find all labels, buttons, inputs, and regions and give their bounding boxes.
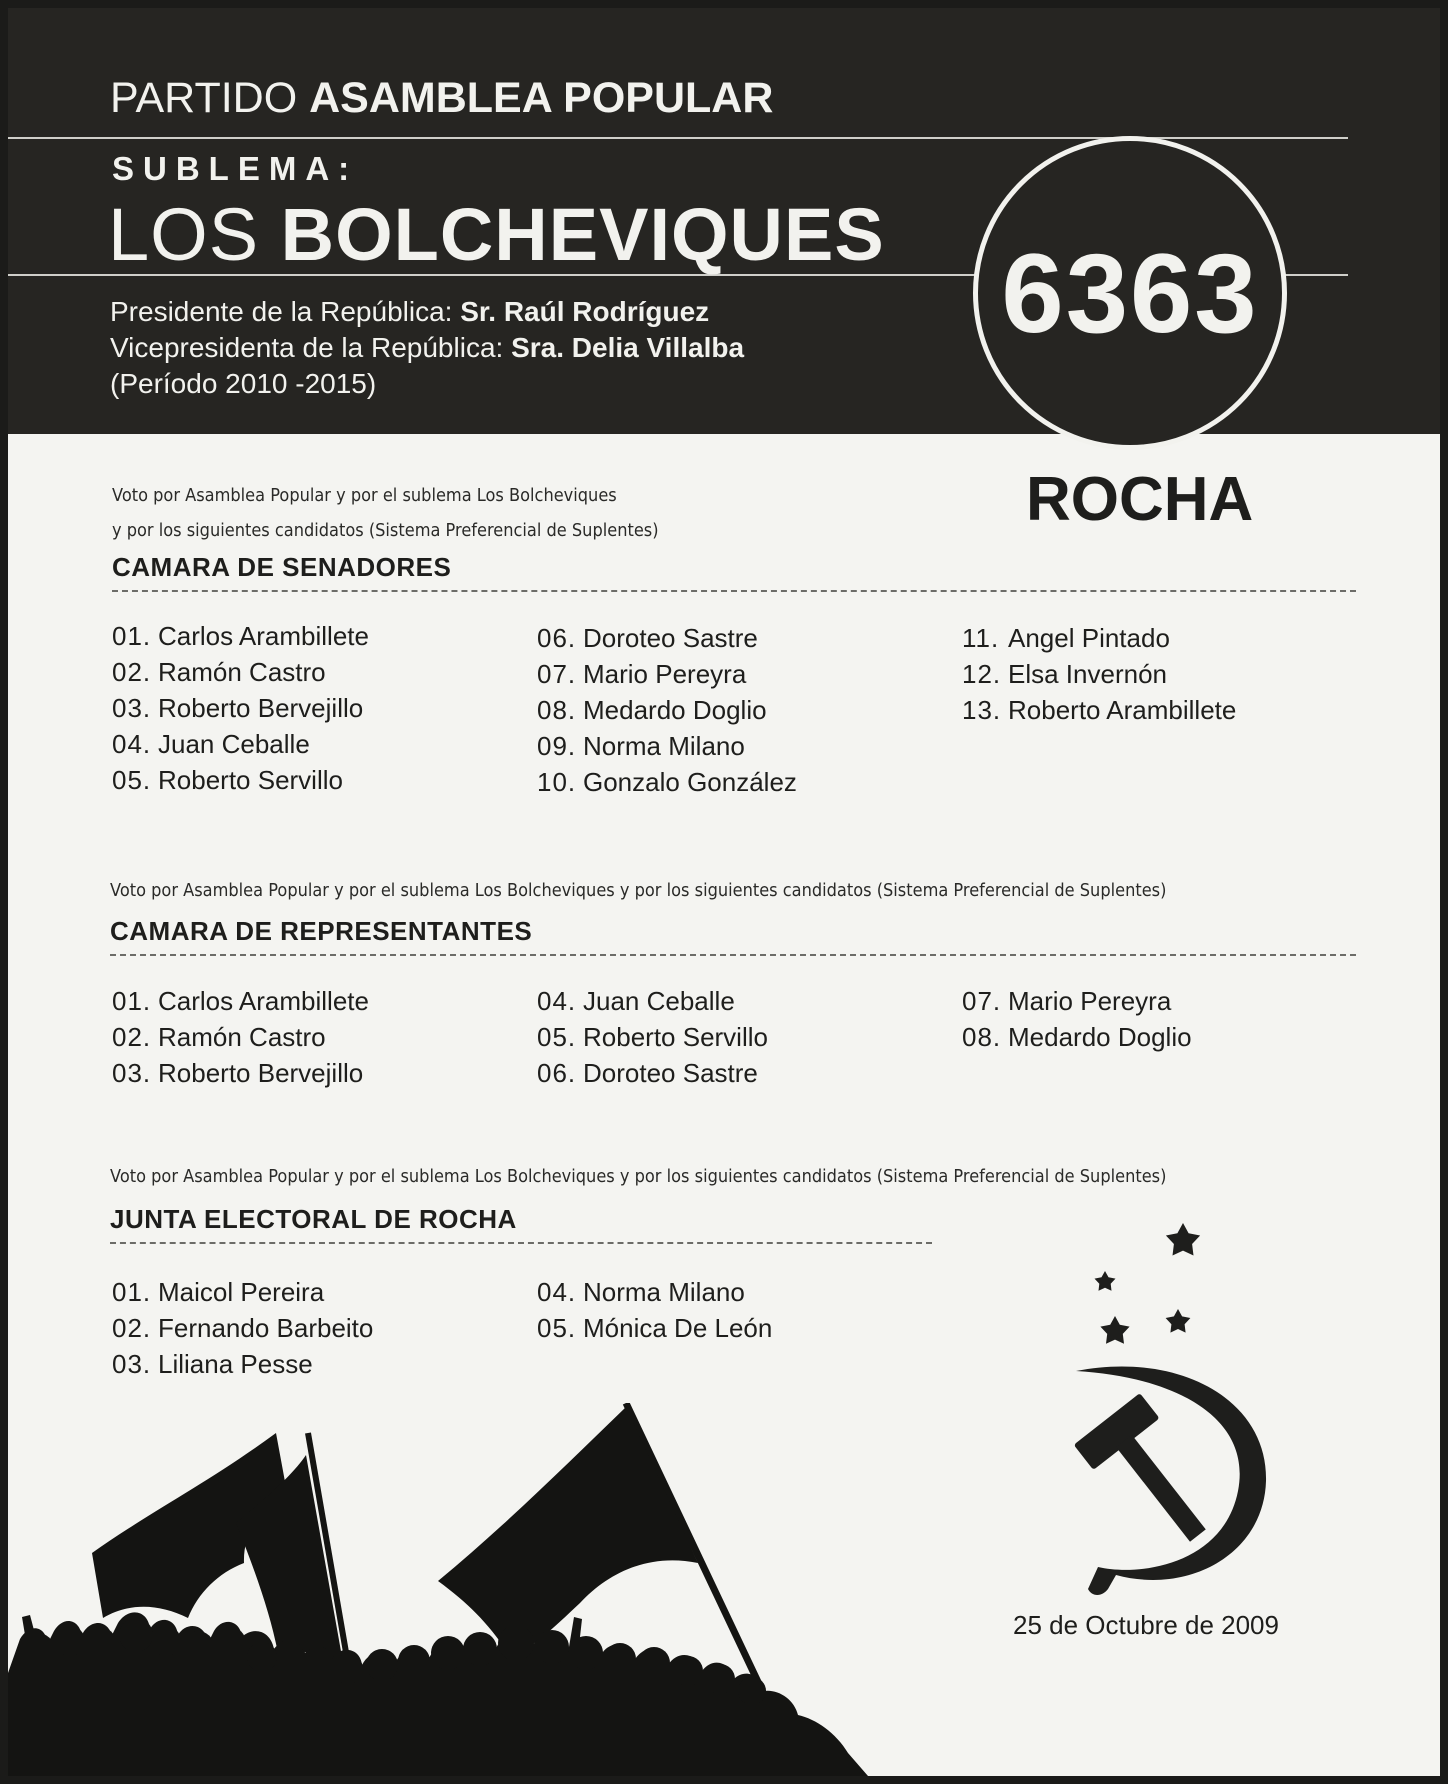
vice-name: Sra. Delia Villalba xyxy=(511,332,745,363)
junta-column-1 xyxy=(112,1274,373,1382)
candidate-name: Medardo Doglio xyxy=(583,695,767,725)
candidate-name: Mario Pereyra xyxy=(1008,986,1172,1016)
candidate-name: Liliana Pesse xyxy=(158,1349,313,1379)
candidate-number: 01. xyxy=(112,986,152,1016)
vice-label: Vicepresidenta de la República: xyxy=(110,332,504,363)
sickle-icon xyxy=(1076,1366,1266,1595)
candidate-name: Roberto Bervejillo xyxy=(158,1058,364,1088)
representantes-rule xyxy=(110,954,1356,956)
list-item xyxy=(962,656,1236,692)
list-item xyxy=(537,1274,772,1310)
candidate-number: 06. xyxy=(537,1058,577,1088)
star-icon xyxy=(1166,1223,1200,1256)
candidate-name: Roberto Servillo xyxy=(583,1022,768,1052)
list-item xyxy=(112,1274,373,1310)
candidate-number: 06. xyxy=(537,623,577,653)
candidate-number: 01. xyxy=(112,1277,152,1307)
candidate-number: 09. xyxy=(537,731,577,761)
candidate-number: 03. xyxy=(112,1349,152,1379)
list-item xyxy=(112,1346,373,1382)
list-item xyxy=(112,1310,373,1346)
candidate-name: Roberto Servillo xyxy=(158,765,343,795)
candidate-number: 05. xyxy=(537,1313,577,1343)
list-item xyxy=(112,1055,369,1091)
list-item xyxy=(112,762,369,798)
list-item xyxy=(962,692,1236,728)
president-label: Presidente de la República: xyxy=(110,296,453,327)
senadores-column-2 xyxy=(537,620,797,800)
list-item xyxy=(537,1019,768,1055)
candidate-number: 07. xyxy=(537,659,577,689)
sublema-name xyxy=(108,192,885,277)
candidate-name: Medardo Doglio xyxy=(1008,1022,1192,1052)
list-item xyxy=(112,726,369,762)
list-item xyxy=(537,692,797,728)
party-name xyxy=(110,74,773,123)
candidate-name: Fernando Barbeito xyxy=(158,1313,374,1343)
star-icon xyxy=(1100,1316,1129,1344)
candidate-name: Juan Ceballe xyxy=(583,986,735,1016)
candidate-name: Maicol Pereira xyxy=(158,1277,325,1307)
candidate-number: 11. xyxy=(962,623,1000,653)
representantes-column-1 xyxy=(112,983,369,1091)
candidate-name: Norma Milano xyxy=(583,1277,745,1307)
candidate-name: Angel Pintado xyxy=(1008,623,1170,653)
period-line: (Período 2010 -2015) xyxy=(110,368,377,399)
candidate-number: 08. xyxy=(962,1022,1002,1052)
list-item xyxy=(537,764,797,800)
sublema-prefix: LOS xyxy=(108,193,260,276)
sublema-name-bold: BOLCHEVIQUES xyxy=(280,193,885,276)
candidate-name: Ramón Castro xyxy=(158,1022,326,1052)
list-item xyxy=(112,1019,369,1055)
list-item xyxy=(112,690,369,726)
list-item xyxy=(537,728,797,764)
senadores-column-3 xyxy=(962,620,1236,728)
candidate-number: 03. xyxy=(112,693,152,723)
hammer-sickle-stars-icon xyxy=(1058,1223,1318,1613)
representantes-title: CAMARA DE REPRESENTANTES xyxy=(110,916,533,946)
candidate-number: 04. xyxy=(537,1277,577,1307)
candidate-name: Gonzalo González xyxy=(583,767,797,797)
candidate-number: 12. xyxy=(962,659,1002,689)
flag-icon xyxy=(438,1407,698,1653)
candidate-number: 04. xyxy=(537,986,577,1016)
junta-intro: Voto por Asamblea Popular y por el sublema Los Bolcheviques y por los siguientes candidatos (Sistema Preferencial de Suplentes) xyxy=(110,1166,1167,1187)
candidate-name: Carlos Arambillete xyxy=(158,621,369,651)
party-name-bold: ASAMBLEA POPULAR xyxy=(309,74,774,122)
list-item xyxy=(962,983,1192,1019)
junta-rule xyxy=(110,1242,932,1244)
list-item xyxy=(962,1019,1192,1055)
senadores-intro xyxy=(112,478,659,548)
hammer-icon xyxy=(1074,1393,1231,1561)
candidate-number: 02. xyxy=(112,1022,152,1052)
candidate-name: Roberto Bervejillo xyxy=(158,693,364,723)
candidate-name: Roberto Arambillete xyxy=(1008,695,1237,725)
list-item xyxy=(537,983,768,1019)
ballot-header xyxy=(8,8,1440,434)
candidate-number: 03. xyxy=(112,1058,152,1088)
representantes-intro: Voto por Asamblea Popular y por el sublema Los Bolcheviques y por los siguientes candidatos (Sistema Preferencial de Suplentes) xyxy=(110,880,1167,901)
candidate-number: 13. xyxy=(962,695,1002,725)
representantes-column-3 xyxy=(962,983,1192,1055)
candidate-name: Doroteo Sastre xyxy=(583,1058,758,1088)
ballot-sheet xyxy=(8,8,1440,1776)
candidate-number: 04. xyxy=(112,729,152,759)
senadores-intro-line-2: y por los siguientes candidatos (Sistema Preferencial de Suplentes) xyxy=(112,520,659,541)
list-item xyxy=(962,620,1236,656)
sublema-label: SUBLEMA: xyxy=(112,150,359,187)
candidate-name: Mario Pereyra xyxy=(583,659,747,689)
list-item xyxy=(112,618,369,654)
party-prefix: PARTIDO xyxy=(110,74,298,122)
election-date: 25 de Octubre de 2009 xyxy=(1013,1610,1279,1640)
list-item xyxy=(112,654,369,690)
star-icon xyxy=(1166,1309,1191,1333)
senadores-intro-line-1: Voto por Asamblea Popular y por el sublema Los Bolcheviques xyxy=(112,485,617,506)
candidate-name: Doroteo Sastre xyxy=(583,623,758,653)
candidate-number: 02. xyxy=(112,1313,152,1343)
star-icon xyxy=(1095,1271,1116,1291)
candidate-number: 02. xyxy=(112,657,152,687)
list-item xyxy=(537,1310,772,1346)
candidate-name: Juan Ceballe xyxy=(158,729,310,759)
candidate-number: 01. xyxy=(112,621,152,651)
vice-president-line xyxy=(110,330,744,366)
president-line xyxy=(110,294,744,330)
junta-column-2 xyxy=(537,1274,772,1346)
candidate-name: Ramón Castro xyxy=(158,657,326,687)
junta-title: JUNTA ELECTORAL DE ROCHA xyxy=(110,1204,517,1234)
list-item xyxy=(112,983,369,1019)
candidate-number: 10. xyxy=(537,767,577,797)
candidates-executive xyxy=(110,294,744,402)
candidate-number: 05. xyxy=(537,1022,577,1052)
candidate-number: 08. xyxy=(537,695,577,725)
president-name: Sr. Raúl Rodríguez xyxy=(460,296,710,327)
candidate-name: Elsa Invernón xyxy=(1008,659,1167,689)
candidate-name: Norma Milano xyxy=(583,731,745,761)
candidate-number: 07. xyxy=(962,986,1002,1016)
crowd-with-flags-silhouette xyxy=(8,1403,868,1776)
candidate-number: 05. xyxy=(112,765,152,795)
list-item xyxy=(537,656,797,692)
candidate-name: Carlos Arambillete xyxy=(158,986,369,1016)
senadores-title: CAMARA DE SENADORES xyxy=(112,552,452,582)
candidate-name: Mónica De León xyxy=(583,1313,773,1343)
list-number: 6363 xyxy=(1001,230,1259,356)
department-name: ROCHA xyxy=(1026,465,1254,534)
representantes-column-2 xyxy=(537,983,768,1091)
list-item xyxy=(537,1055,768,1091)
senadores-rule xyxy=(112,590,1356,592)
list-item xyxy=(537,620,797,656)
senadores-column-1 xyxy=(112,618,369,798)
